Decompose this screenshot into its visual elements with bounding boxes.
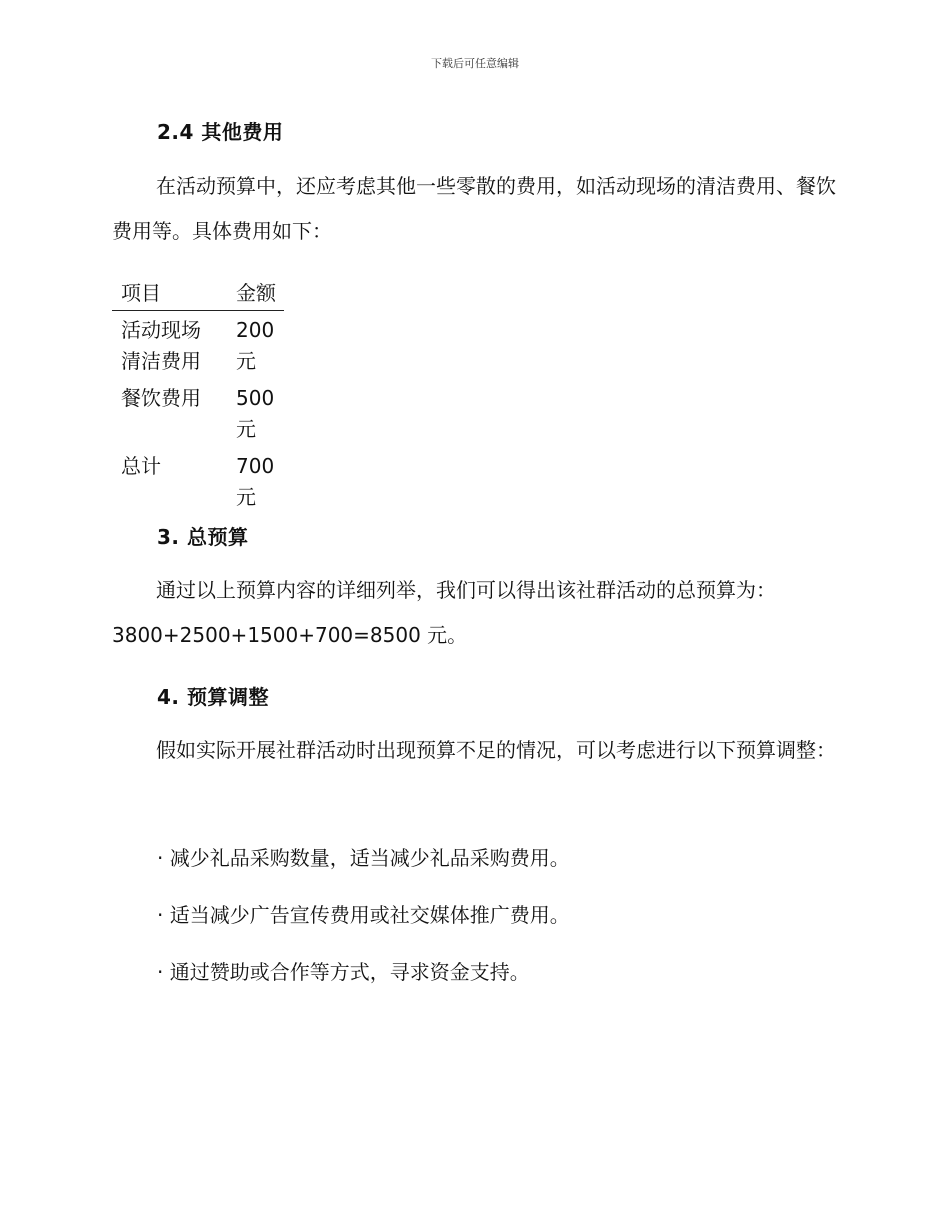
page-header: 下载后可任意编辑 bbox=[431, 57, 519, 70]
table-cell-item: 总计 bbox=[121, 454, 161, 478]
section-3-paragraph: 通过以上预算内容的详细列举，我们可以得出该社群活动的总预算为： bbox=[156, 578, 776, 602]
bullet-item: · 适当减少广告宣传费用或社交媒体推广费用。 bbox=[157, 903, 570, 927]
table-row bbox=[112, 311, 284, 380]
table-row bbox=[112, 447, 284, 515]
section-3-formula: 3800+2500+1500+700=8500 元。 bbox=[112, 623, 468, 647]
table-cell-item: 餐饮费用 bbox=[121, 386, 201, 410]
bullet-item: · 减少礼品采购数量，适当减少礼品采购费用。 bbox=[157, 846, 570, 870]
other-fees-table bbox=[112, 275, 284, 515]
table-header-row bbox=[112, 275, 284, 311]
section-4-paragraph: 假如实际开展社群活动时出现预算不足的情况，可以考虑进行以下预算调整： bbox=[156, 738, 836, 762]
table-row bbox=[112, 379, 284, 447]
section-title-4: 4. 预算调整 bbox=[157, 685, 269, 709]
table-header-item: 项目 bbox=[112, 275, 227, 311]
section-title-2-4: 2.4 其他费用 bbox=[157, 120, 284, 144]
section-title-3: 3. 总预算 bbox=[157, 525, 249, 549]
table-header-amount: 金额 bbox=[227, 275, 284, 311]
table-cell-item: 活动现场清洁费用 bbox=[121, 318, 201, 373]
bullet-item: · 通过赞助或合作等方式，寻求资金支持。 bbox=[157, 960, 530, 984]
section-2-4-paragraph: 在活动预算中，还应考虑其他一些零散的费用，如活动现场的清洁费用、餐饮费用等。具体费用如下： bbox=[112, 174, 836, 243]
table-cell-amount: 500元 bbox=[236, 386, 275, 441]
table-cell-amount: 200元 bbox=[236, 318, 275, 373]
table-cell-amount: 700元 bbox=[236, 454, 275, 509]
